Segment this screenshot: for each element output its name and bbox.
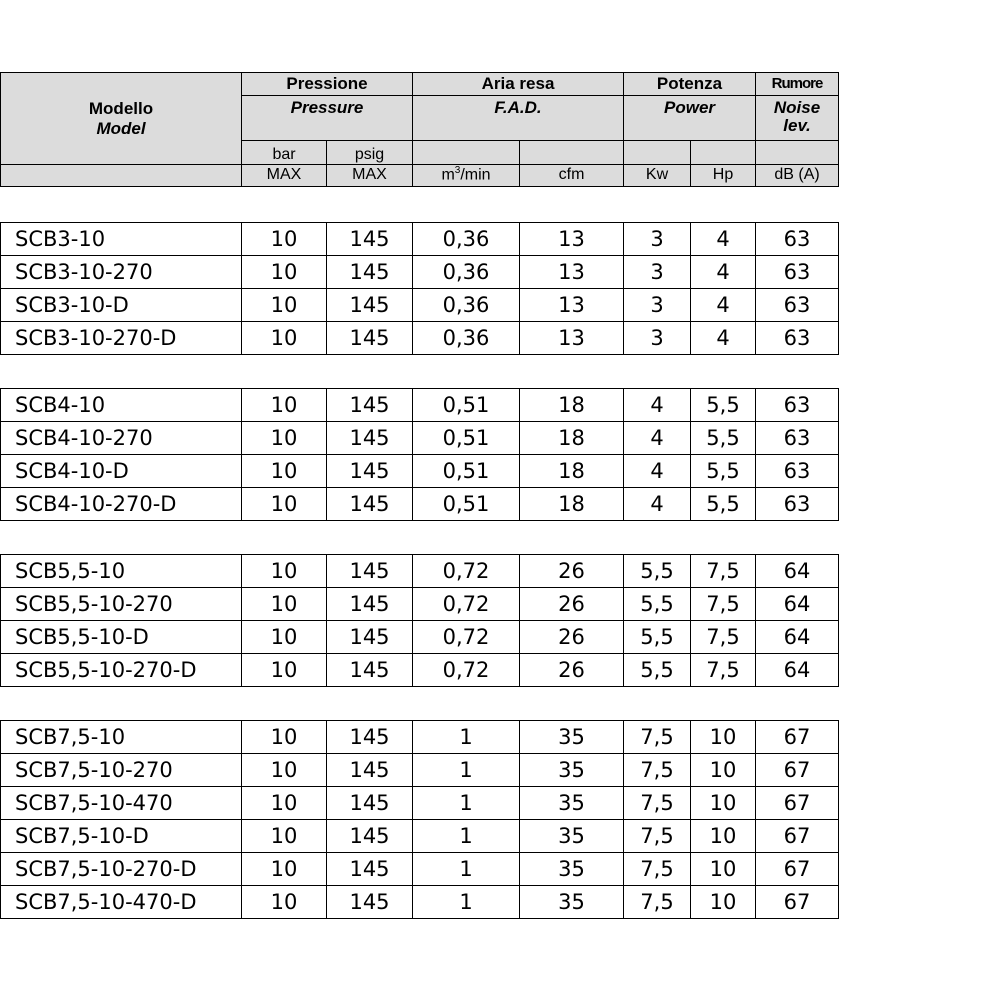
pressure-bar-cell: 10 bbox=[242, 555, 327, 588]
pressure-bar-cell: 10 bbox=[242, 588, 327, 621]
unit-air-blank-2 bbox=[520, 141, 624, 165]
fad-cfm-cell: 35 bbox=[520, 787, 624, 820]
fad-cfm-cell: 18 bbox=[520, 389, 624, 422]
power-hp-cell: 10 bbox=[691, 754, 756, 787]
fad-cfm-cell: 13 bbox=[520, 256, 624, 289]
power-kw-cell: 5,5 bbox=[624, 621, 691, 654]
pressure-bar-cell: 10 bbox=[242, 389, 327, 422]
pressure-bar-cell: 10 bbox=[242, 621, 327, 654]
model-cell: SCB4-10-270 bbox=[1, 422, 242, 455]
pressure-psig-cell: 145 bbox=[327, 654, 413, 687]
power-hp-cell: 5,5 bbox=[691, 488, 756, 521]
fad-m3min-cell: 0,51 bbox=[413, 389, 520, 422]
fad-m3min-cell: 0,51 bbox=[413, 422, 520, 455]
pressure-bar-cell: 10 bbox=[242, 853, 327, 886]
unit-power-blank-2 bbox=[691, 141, 756, 165]
power-kw-cell: 7,5 bbox=[624, 721, 691, 754]
pressure-psig-cell: 145 bbox=[327, 422, 413, 455]
model-cell: SCB4-10-D bbox=[1, 455, 242, 488]
pressure-bar-cell: 10 bbox=[242, 721, 327, 754]
model-cell: SCB4-10-270-D bbox=[1, 488, 242, 521]
fad-cfm-cell: 35 bbox=[520, 820, 624, 853]
model-cell: SCB3-10-270 bbox=[1, 256, 242, 289]
noise-db-cell: 67 bbox=[756, 820, 839, 853]
table-row bbox=[1, 886, 839, 919]
model-cell: SCB7,5-10-D bbox=[1, 820, 242, 853]
power-hp-cell: 10 bbox=[691, 886, 756, 919]
fad-cfm-cell: 35 bbox=[520, 721, 624, 754]
max-label-psig: MAX bbox=[327, 165, 413, 187]
noise-db-cell: 64 bbox=[756, 555, 839, 588]
power-hp-cell: 5,5 bbox=[691, 389, 756, 422]
pressure-bar-cell: 10 bbox=[242, 289, 327, 322]
fad-m3min-cell: 0,36 bbox=[413, 289, 520, 322]
power-hp-cell: 4 bbox=[691, 223, 756, 256]
pressure-psig-cell: 145 bbox=[327, 488, 413, 521]
power-kw-cell: 7,5 bbox=[624, 787, 691, 820]
noise-db-cell: 63 bbox=[756, 422, 839, 455]
unit-cfm: cfm bbox=[520, 165, 624, 187]
spec-table-body bbox=[0, 222, 839, 919]
power-hp-cell: 7,5 bbox=[691, 654, 756, 687]
table-row bbox=[1, 422, 839, 455]
unit-db: dB (A) bbox=[756, 165, 839, 187]
pressure-psig-cell: 145 bbox=[327, 256, 413, 289]
model-cell: SCB5,5-10-D bbox=[1, 621, 242, 654]
unit-power-blank-1 bbox=[624, 141, 691, 165]
fad-cfm-cell: 18 bbox=[520, 455, 624, 488]
spec-table-header bbox=[0, 72, 839, 187]
noise-db-cell: 64 bbox=[756, 588, 839, 621]
pressure-bar-cell: 10 bbox=[242, 455, 327, 488]
fad-cfm-cell: 26 bbox=[520, 588, 624, 621]
power-kw-cell: 4 bbox=[624, 488, 691, 521]
fad-m3min-cell: 0,51 bbox=[413, 455, 520, 488]
unit-noise-blank bbox=[756, 141, 839, 165]
power-kw-cell: 5,5 bbox=[624, 654, 691, 687]
noise-db-cell: 63 bbox=[756, 389, 839, 422]
fad-m3min-cell: 0,51 bbox=[413, 488, 520, 521]
pressure-header-en: Pressure bbox=[242, 96, 413, 141]
table-row bbox=[1, 488, 839, 521]
pressure-bar-cell: 10 bbox=[242, 488, 327, 521]
table-row bbox=[1, 853, 839, 886]
fad-m3min-cell: 0,72 bbox=[413, 555, 520, 588]
power-hp-cell: 10 bbox=[691, 820, 756, 853]
pressure-bar-cell: 10 bbox=[242, 322, 327, 355]
unit-m3-min: $m^3/\min$ bbox=[413, 165, 520, 187]
pressure-bar-cell: 10 bbox=[242, 654, 327, 687]
fad-cfm-cell: 26 bbox=[520, 621, 624, 654]
power-kw-cell: 7,5 bbox=[624, 853, 691, 886]
air-header-it: Aria resa bbox=[413, 73, 624, 96]
model-cell: SCB4-10 bbox=[1, 389, 242, 422]
noise-db-cell: 64 bbox=[756, 621, 839, 654]
fad-cfm-cell: 13 bbox=[520, 289, 624, 322]
max-label-bar: MAX bbox=[242, 165, 327, 187]
noise-db-cell: 67 bbox=[756, 721, 839, 754]
fad-m3min-cell: 1 bbox=[413, 853, 520, 886]
table-row bbox=[1, 322, 839, 355]
group-spacer bbox=[1, 355, 839, 389]
power-kw-cell: 7,5 bbox=[624, 754, 691, 787]
power-hp-cell: 7,5 bbox=[691, 621, 756, 654]
table-row bbox=[1, 223, 839, 256]
noise-db-cell: 63 bbox=[756, 289, 839, 322]
power-kw-cell: 7,5 bbox=[624, 886, 691, 919]
fad-cfm-cell: 13 bbox=[520, 322, 624, 355]
model-cell: SCB7,5-10-470 bbox=[1, 787, 242, 820]
noise-db-cell: 63 bbox=[756, 223, 839, 256]
power-hp-cell: 10 bbox=[691, 853, 756, 886]
model-header bbox=[1, 73, 242, 165]
fad-m3min-cell: 0,36 bbox=[413, 322, 520, 355]
unit-psig: psig bbox=[327, 141, 413, 165]
model-cell: SCB3-10 bbox=[1, 223, 242, 256]
noise-header-en-line2: lev. bbox=[783, 115, 811, 135]
noise-db-cell: 63 bbox=[756, 455, 839, 488]
table-row bbox=[1, 721, 839, 754]
pressure-bar-cell: 10 bbox=[242, 787, 327, 820]
table-row bbox=[1, 754, 839, 787]
air-header-en: F.A.D. bbox=[413, 96, 624, 141]
table-row bbox=[1, 654, 839, 687]
table-row bbox=[1, 555, 839, 588]
power-hp-cell: 5,5 bbox=[691, 455, 756, 488]
pressure-bar-cell: 10 bbox=[242, 422, 327, 455]
power-hp-cell: 10 bbox=[691, 721, 756, 754]
noise-header-en bbox=[756, 96, 839, 141]
power-hp-cell: 10 bbox=[691, 787, 756, 820]
group-spacer bbox=[1, 521, 839, 555]
noise-db-cell: 67 bbox=[756, 853, 839, 886]
pressure-bar-cell: 10 bbox=[242, 223, 327, 256]
pressure-psig-cell: 145 bbox=[327, 886, 413, 919]
power-kw-cell: 7,5 bbox=[624, 820, 691, 853]
model-cell: SCB3-10-D bbox=[1, 289, 242, 322]
pressure-psig-cell: 145 bbox=[327, 754, 413, 787]
fad-m3min-cell: 0,72 bbox=[413, 621, 520, 654]
power-header-en: Power bbox=[624, 96, 756, 141]
fad-m3min-cell: 1 bbox=[413, 754, 520, 787]
power-kw-cell: 3 bbox=[624, 223, 691, 256]
fad-cfm-cell: 35 bbox=[520, 853, 624, 886]
fad-m3min-cell: 1 bbox=[413, 886, 520, 919]
pressure-psig-cell: 145 bbox=[327, 588, 413, 621]
noise-db-cell: 63 bbox=[756, 488, 839, 521]
pressure-psig-cell: 145 bbox=[327, 787, 413, 820]
pressure-psig-cell: 145 bbox=[327, 289, 413, 322]
pressure-psig-cell: 145 bbox=[327, 322, 413, 355]
fad-m3min-cell: 1 bbox=[413, 721, 520, 754]
model-cell: SCB5,5-10-270-D bbox=[1, 654, 242, 687]
fad-m3min-cell: 0,36 bbox=[413, 256, 520, 289]
table-row bbox=[1, 389, 839, 422]
model-header-en: Model bbox=[96, 118, 146, 138]
fad-cfm-cell: 35 bbox=[520, 754, 624, 787]
model-cell: SCB7,5-10-270 bbox=[1, 754, 242, 787]
noise-db-cell: 63 bbox=[756, 256, 839, 289]
pressure-psig-cell: 145 bbox=[327, 820, 413, 853]
model-cell: SCB5,5-10 bbox=[1, 555, 242, 588]
power-kw-cell: 5,5 bbox=[624, 588, 691, 621]
model-cell: SCB5,5-10-270 bbox=[1, 588, 242, 621]
noise-header-en-line1: Noise bbox=[773, 98, 821, 117]
power-hp-cell: 7,5 bbox=[691, 555, 756, 588]
power-hp-cell: 4 bbox=[691, 256, 756, 289]
fad-cfm-cell: 35 bbox=[520, 886, 624, 919]
pressure-psig-cell: 145 bbox=[327, 621, 413, 654]
model-cell: SCB7,5-10-270-D bbox=[1, 853, 242, 886]
model-subheader-blank bbox=[1, 165, 242, 187]
power-kw-cell: 3 bbox=[624, 256, 691, 289]
noise-db-cell: 64 bbox=[756, 654, 839, 687]
power-hp-cell: 4 bbox=[691, 322, 756, 355]
model-cell: SCB7,5-10 bbox=[1, 721, 242, 754]
fad-cfm-cell: 18 bbox=[520, 422, 624, 455]
power-kw-cell: 4 bbox=[624, 389, 691, 422]
table-row bbox=[1, 621, 839, 654]
power-hp-cell: 7,5 bbox=[691, 588, 756, 621]
pressure-bar-cell: 10 bbox=[242, 886, 327, 919]
fad-cfm-cell: 18 bbox=[520, 488, 624, 521]
pressure-psig-cell: 145 bbox=[327, 721, 413, 754]
fad-m3min-cell: 0,36 bbox=[413, 223, 520, 256]
noise-db-cell: 67 bbox=[756, 787, 839, 820]
fad-m3min-cell: 0,72 bbox=[413, 654, 520, 687]
power-kw-cell: 3 bbox=[624, 289, 691, 322]
pressure-bar-cell: 10 bbox=[242, 754, 327, 787]
power-kw-cell: 4 bbox=[624, 422, 691, 455]
pressure-bar-cell: 10 bbox=[242, 256, 327, 289]
model-cell: SCB7,5-10-470-D bbox=[1, 886, 242, 919]
power-hp-cell: 5,5 bbox=[691, 422, 756, 455]
pressure-header-it: Pressione bbox=[242, 73, 413, 96]
power-hp-cell: 4 bbox=[691, 289, 756, 322]
power-kw-cell: 5,5 bbox=[624, 555, 691, 588]
fad-cfm-cell: 26 bbox=[520, 654, 624, 687]
fad-cfm-cell: 13 bbox=[520, 223, 624, 256]
table-row bbox=[1, 289, 839, 322]
table-row bbox=[1, 455, 839, 488]
table-row bbox=[1, 588, 839, 621]
model-header-it: Modello bbox=[88, 98, 154, 118]
fad-m3min-cell: 1 bbox=[413, 787, 520, 820]
unit-hp: Hp bbox=[691, 165, 756, 187]
power-header-it: Potenza bbox=[624, 73, 756, 96]
pressure-psig-cell: 145 bbox=[327, 389, 413, 422]
power-kw-cell: 3 bbox=[624, 322, 691, 355]
unit-bar: bar bbox=[242, 141, 327, 165]
noise-header-it: Rumore bbox=[756, 73, 839, 96]
noise-db-cell: 67 bbox=[756, 754, 839, 787]
table-row bbox=[1, 256, 839, 289]
table-row bbox=[1, 820, 839, 853]
pressure-psig-cell: 145 bbox=[327, 555, 413, 588]
pressure-bar-cell: 10 bbox=[242, 820, 327, 853]
pressure-psig-cell: 145 bbox=[327, 853, 413, 886]
group-spacer bbox=[1, 687, 839, 721]
noise-db-cell: 63 bbox=[756, 322, 839, 355]
unit-air-blank-1 bbox=[413, 141, 520, 165]
power-kw-cell: 4 bbox=[624, 455, 691, 488]
pressure-psig-cell: 145 bbox=[327, 455, 413, 488]
pressure-psig-cell: 145 bbox=[327, 223, 413, 256]
fad-m3min-cell: 0,72 bbox=[413, 588, 520, 621]
noise-db-cell: 67 bbox=[756, 886, 839, 919]
model-cell: SCB3-10-270-D bbox=[1, 322, 242, 355]
fad-cfm-cell: 26 bbox=[520, 555, 624, 588]
table-row bbox=[1, 787, 839, 820]
unit-kw: Kw bbox=[624, 165, 691, 187]
fad-m3min-cell: 1 bbox=[413, 820, 520, 853]
